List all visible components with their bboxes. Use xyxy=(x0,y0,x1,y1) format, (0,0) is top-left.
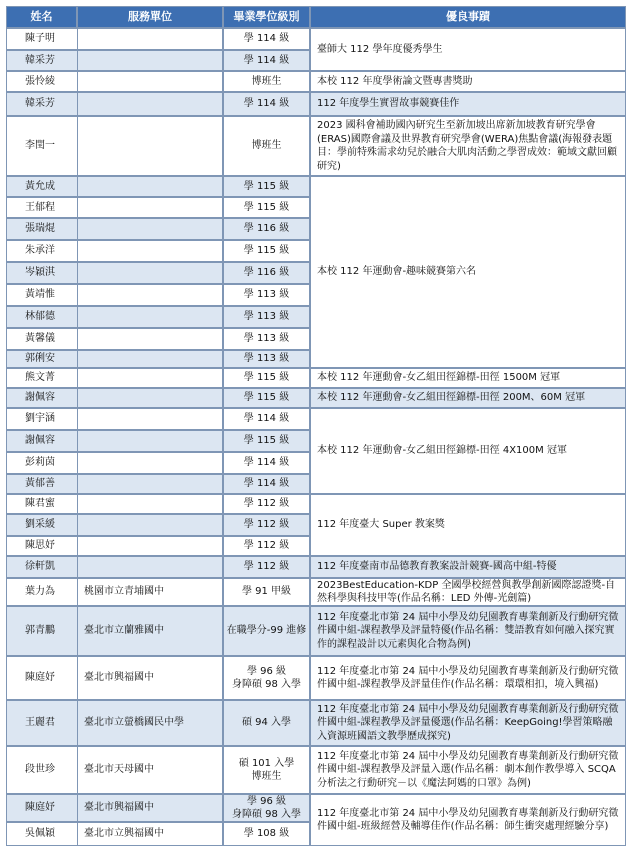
achievement-cell: 本校 112 年度學術論文暨專書獎助 xyxy=(310,71,626,92)
cell-level: 學 116 級 xyxy=(223,218,310,240)
cell-level: 學 114 級 xyxy=(223,408,310,430)
cell-unit: 臺北市興福國中 xyxy=(77,656,223,700)
cell-level: 學 114 級 xyxy=(223,452,310,474)
cell-name: 彭莉茵 xyxy=(6,452,92,474)
cell-level: 學 113 級 xyxy=(223,328,310,350)
cell-unit xyxy=(77,536,223,556)
cell-unit xyxy=(77,388,223,408)
cell-name: 劉宇涵 xyxy=(6,408,92,430)
cell-level: 學 115 級 xyxy=(223,368,310,388)
cell-unit: 臺北市立興福國中 xyxy=(77,822,223,846)
cell-level: 學 115 級 xyxy=(223,176,310,197)
cell-level: 學 96 級 身障碩 98 入學 xyxy=(223,656,310,700)
cell-name: 陳子明 xyxy=(6,28,92,50)
cell-name: 張瑞焜 xyxy=(6,218,92,240)
cell-unit xyxy=(77,176,223,197)
cell-level: 在職學分-99 進修 xyxy=(223,606,310,656)
cell-unit xyxy=(77,494,223,514)
achievement-cell: 本校 112 年運動會-女乙組田徑錦標-田徑 1500M 冠軍 xyxy=(310,368,626,388)
cell-level: 學 113 級 xyxy=(223,350,310,368)
cell-name: 熊文菁 xyxy=(6,368,92,388)
cell-name: 王麗君 xyxy=(6,700,92,746)
cell-unit xyxy=(77,50,223,71)
cell-name: 張怜綾 xyxy=(6,71,92,92)
achievement-cell: 112 年度臺北市第 24 屆中小學及幼兒園教育專業創新及行動研究徵件國中組-課程教學及評量特優(作品名稱：雙語教育如何融入探究實作的課程設計以元素與化合物為例) xyxy=(310,606,626,656)
cell-level: 學 114 級 xyxy=(223,474,310,494)
cell-unit xyxy=(77,71,223,92)
achievement-cell: 2023 國科會補助國內研究生至新加坡出席新加坡教育研究學會(ERAS)國際會議及世界教育研究學會(WERA)焦點會議(海報發表題目：學前特殊需求幼兒於融合大肌肉活動之學習成效：範域文獻回顧研究) xyxy=(310,116,626,176)
cell-name: 李閏一 xyxy=(6,116,92,176)
cell-name: 陳思妤 xyxy=(6,536,92,556)
cell-level: 學 115 級 xyxy=(223,388,310,408)
cell-unit xyxy=(77,328,223,350)
achievement-cell: 112 年度臺北市第 24 屆中小學及幼兒園教育專業創新及行動研究徵件國中組-課程教學及評量優選(作品名稱：KeepGoing!學習策略融入資源班國語文教學歷成探究) xyxy=(310,700,626,746)
achievement-cell: 2023BestEducation-KDP 全國學校經營與教學創新國際認證獎-自然科學與科技甲等(作品名稱：LED 外傳-光劍篇) xyxy=(310,578,626,606)
cell-unit xyxy=(77,408,223,430)
cell-level: 碩 94 入學 xyxy=(223,700,310,746)
cell-unit xyxy=(77,474,223,494)
header-desc: 優良事蹟 xyxy=(310,6,626,28)
cell-name: 郭青鵬 xyxy=(6,606,92,656)
achievement-cell: 112 年度臺北市第 24 屆中小學及幼兒園教育專業創新及行動研究徵件國中組-班級經營及輔導佳作(作品名稱：師生衝突處理經驗分享) xyxy=(310,794,626,846)
cell-unit xyxy=(77,556,223,578)
cell-unit xyxy=(77,218,223,240)
cell-unit xyxy=(77,262,223,284)
cell-name: 黃郁善 xyxy=(6,474,92,494)
cell-level: 博班生 xyxy=(223,71,310,92)
cell-level: 博班生 xyxy=(223,116,310,176)
achievement-cell: 本校 112 年運動會-女乙組田徑錦標-田徑 4X100M 冠軍 xyxy=(310,408,626,494)
cell-level: 學 114 級 xyxy=(223,50,310,71)
cell-name: 陳君蜜 xyxy=(6,494,92,514)
cell-name: 林郁德 xyxy=(6,306,92,328)
achievement-cell: 112 年度臺北市第 24 屆中小學及幼兒園教育專業創新及行動研究徵件國中組-課程教學及評量入選(作品名稱：劇本創作教學導入 SCQA 分析法之行動研究－以《魔法阿媽的口罩》為例) xyxy=(310,746,626,794)
cell-name: 吳佩穎 xyxy=(6,822,92,846)
cell-level: 學 115 級 xyxy=(223,240,310,262)
cell-unit: 臺北市天母國中 xyxy=(77,746,223,794)
cell-unit: 桃園市立青埔國中 xyxy=(77,578,223,606)
cell-unit xyxy=(77,452,223,474)
cell-unit xyxy=(77,306,223,328)
cell-unit xyxy=(77,284,223,306)
table-header xyxy=(6,6,626,28)
cell-level: 學 112 級 xyxy=(223,556,310,578)
cell-name: 謝佩容 xyxy=(6,430,92,452)
cell-name: 黃允成 xyxy=(6,176,92,197)
cell-name: 郭俐安 xyxy=(6,350,92,368)
achievement-cell: 本校 112 年運動會-女乙組田徑錦標-田徑 200M、60M 冠軍 xyxy=(310,388,626,408)
cell-level: 學 91 甲級 xyxy=(223,578,310,606)
cell-level: 學 112 級 xyxy=(223,514,310,536)
cell-level: 學 114 級 xyxy=(223,92,310,116)
cell-level: 學 116 級 xyxy=(223,262,310,284)
cell-name: 葉力為 xyxy=(6,578,92,606)
cell-name: 劉采緩 xyxy=(6,514,92,536)
cell-name: 王郁程 xyxy=(6,197,92,218)
cell-unit xyxy=(77,116,223,176)
cell-level: 學 112 級 xyxy=(223,494,310,514)
cell-name: 韓采芳 xyxy=(6,92,92,116)
achievement-cell: 本校 112 年運動會-趣味競賽第六名 xyxy=(310,176,626,368)
header-level: 畢業學位級別 xyxy=(223,6,310,28)
cell-level: 學 113 級 xyxy=(223,306,310,328)
cell-level: 學 108 級 xyxy=(223,822,310,846)
header-name: 姓名 xyxy=(6,6,77,28)
cell-name: 徐軒凱 xyxy=(6,556,92,578)
cell-name: 黃靖惟 xyxy=(6,284,92,306)
cell-name: 謝佩容 xyxy=(6,388,92,408)
cell-unit xyxy=(77,514,223,536)
cell-level: 學 114 級 xyxy=(223,28,310,50)
cell-unit xyxy=(77,240,223,262)
cell-unit: 臺北市立螢橋國民中學 xyxy=(77,700,223,746)
cell-unit xyxy=(77,28,223,50)
cell-unit: 臺北市立蘭雅國中 xyxy=(77,606,223,656)
achievement-cell: 112 年度臺大 Super 教案獎 xyxy=(310,494,626,556)
cell-name: 黃馨儀 xyxy=(6,328,92,350)
cell-unit xyxy=(77,197,223,218)
cell-level: 學 112 級 xyxy=(223,536,310,556)
cell-unit: 臺北市興福國中 xyxy=(77,794,223,822)
header-unit: 服務單位 xyxy=(77,6,223,28)
cell-unit xyxy=(77,92,223,116)
cell-name: 陳庭妤 xyxy=(6,794,92,822)
achievement-cell: 112 年度學生實習故事競賽佳作 xyxy=(310,92,626,116)
cell-name: 陳庭妤 xyxy=(6,656,92,700)
cell-unit xyxy=(77,350,223,368)
cell-name: 韓采芳 xyxy=(6,50,92,71)
achievement-cell: 臺師大 112 學年度優秀學生 xyxy=(310,28,626,71)
cell-level: 學 115 級 xyxy=(223,197,310,218)
cell-unit xyxy=(77,430,223,452)
cell-level: 學 113 級 xyxy=(223,284,310,306)
cell-name: 岑穎淇 xyxy=(6,262,92,284)
cell-unit xyxy=(77,368,223,388)
achievement-cell: 112 年度臺南市品德教育教案設計競賽-國高中組-特優 xyxy=(310,556,626,578)
cell-level: 學 96 級 身障碩 98 入學 xyxy=(223,794,310,822)
cell-name: 段世珍 xyxy=(6,746,92,794)
achievement-cell: 112 年度臺北市第 24 屆中小學及幼兒園教育專業創新及行動研究徵件國中組-課程教學及評量佳作(作品名稱：環環相扣，境入興福) xyxy=(310,656,626,700)
cell-name: 朱承洋 xyxy=(6,240,92,262)
cell-level: 學 115 級 xyxy=(223,430,310,452)
cell-level: 碩 101 入學 博班生 xyxy=(223,746,310,794)
